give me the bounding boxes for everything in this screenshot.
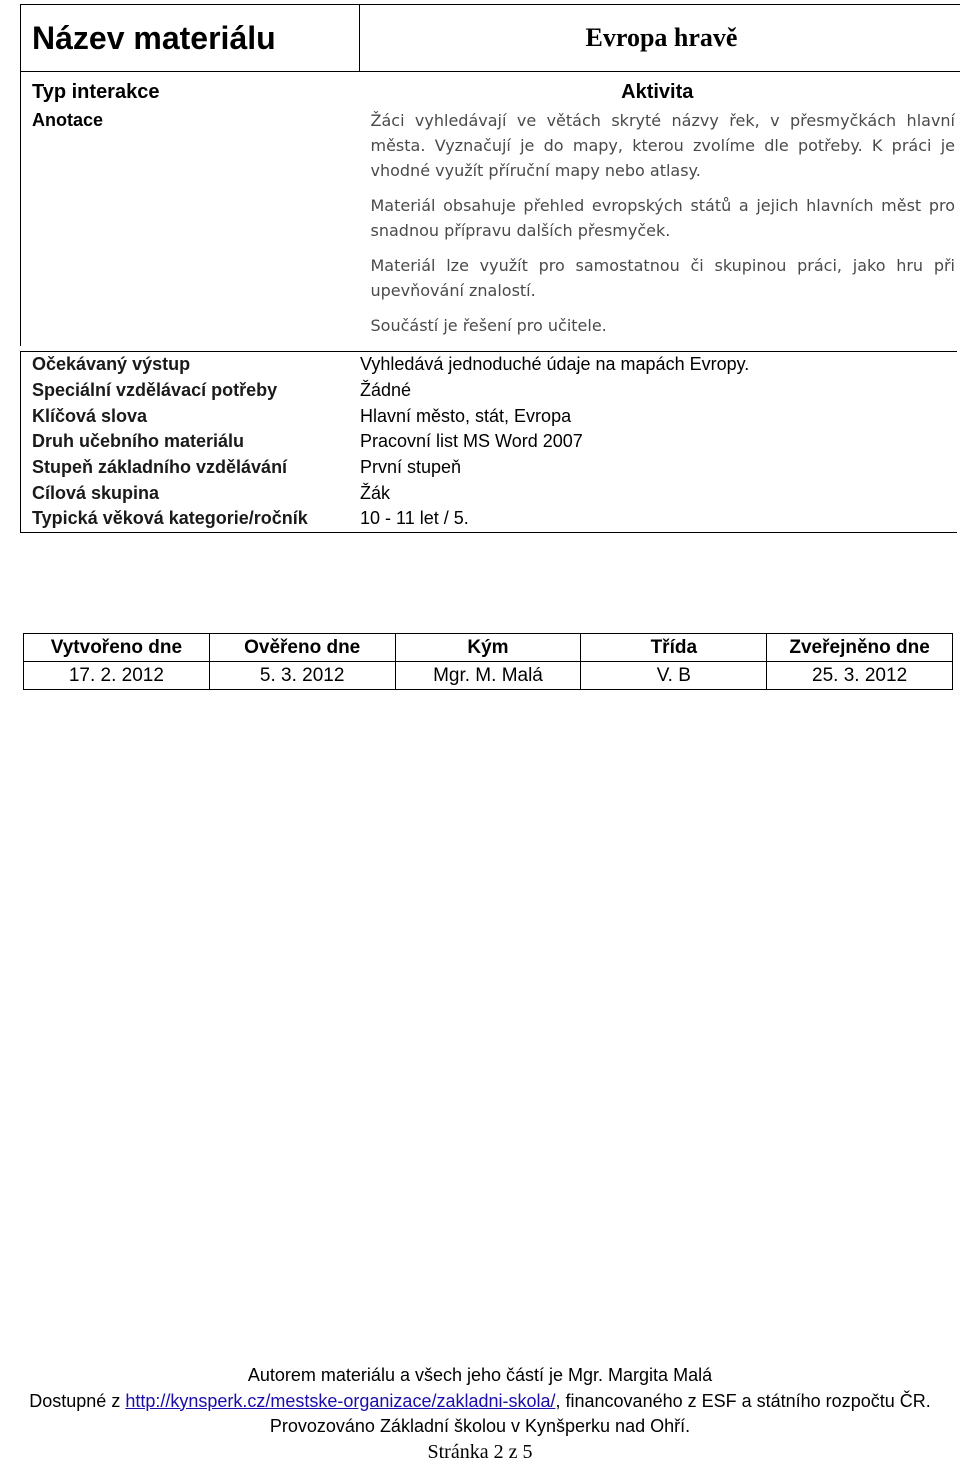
material-name: Evropa hravě [586,23,738,52]
meta-row [21,403,958,429]
interaction-label: Typ interakce [32,78,360,106]
interaction-value: Aktivita [360,78,956,106]
dates-header-row [24,634,953,662]
annotation-paragraph: Žáci vyhledávají ve větách skryté názvy řek, v přesmyčkách hlavní města. Vyznačují je do mapy, kterou zvolíme dle potřeby. K práci je vhodné využít příruční mapy nebo atlasy. [371,108,956,183]
dates-value: V. B [581,662,767,690]
dates-header: Ověřeno dne [209,634,395,662]
meta-value: Pracovní list MS Word 2007 [348,429,957,455]
annotation-paragraph: Materiál obsahuje přehled evropských států a jejich hlavních měst pro snadnou přípravu dalších přesmyček. [371,193,956,243]
footer-available-suffix: , financovaného z ESF a státního rozpočtu ČR. [556,1391,931,1411]
meta-label: Druh učebního materiálu [21,429,349,455]
meta-label: Cílová skupina [21,480,349,506]
title-label-cell [21,5,360,72]
material-info-table [20,4,960,346]
dates-value: 17. 2. 2012 [24,662,210,690]
meta-value: Vyhledává jednoduché údaje na mapách Evropy. [348,352,957,378]
dates-header: Vytvořeno dne [24,634,210,662]
page-footer [0,1363,960,1465]
meta-row [21,455,958,481]
footer-operated: Provozováno Základní školou v Kynšperku nad Ohří. [0,1414,960,1440]
dates-header: Třída [581,634,767,662]
dates-value-row [24,662,953,690]
title-label: Název materiálu [32,20,276,56]
metadata-table [20,351,957,533]
meta-row [21,506,958,532]
dates-value: 5. 3. 2012 [209,662,395,690]
meta-row [21,429,958,455]
dates-value: Mgr. M. Malá [395,662,581,690]
annotation-text-cell [360,106,960,346]
annotation-label: Anotace [32,106,360,134]
meta-value: Žák [348,480,957,506]
meta-label: Klíčová slova [21,403,349,429]
page-number: Stránka 2 z 5 [0,1440,960,1465]
title-value-cell [360,5,960,72]
meta-label: Stupeň základního vzdělávání [21,455,349,481]
meta-label: Očekávaný výstup [21,352,349,378]
meta-label: Speciální vzdělávací potřeby [21,378,349,404]
meta-row [21,378,958,404]
meta-value: První stupeň [348,455,957,481]
dates-header: Kým [395,634,581,662]
dates-value: 25. 3. 2012 [767,662,953,690]
footer-author: Autorem materiálu a všech jeho částí je Mgr. Margita Malá [0,1363,960,1389]
footer-available-prefix: Dostupné z [29,1391,125,1411]
meta-row [21,352,958,378]
meta-value: Žádné [348,378,957,404]
footer-availability [0,1389,960,1415]
dates-header: Zveřejněno dne [767,634,953,662]
annotation-label-cell [21,106,360,346]
interaction-label-cell [21,72,360,107]
footer-source-link[interactable]: http://kynsperk.cz/mestske-organizace/zakladni-skola/ [125,1391,555,1411]
meta-value: 10 - 11 let / 5. [348,506,957,532]
interaction-value-cell [360,72,960,107]
annotation-paragraph: Materiál lze využít pro samostatnou či skupinou práci, jako hru při upevňování znalostí. [371,253,956,303]
dates-table [23,633,953,690]
meta-row [21,480,958,506]
meta-label: Typická věková kategorie/ročník [21,506,349,532]
annotation-paragraph: Součástí je řešení pro učitele. [371,313,956,338]
meta-value: Hlavní město, stát, Evropa [348,403,957,429]
